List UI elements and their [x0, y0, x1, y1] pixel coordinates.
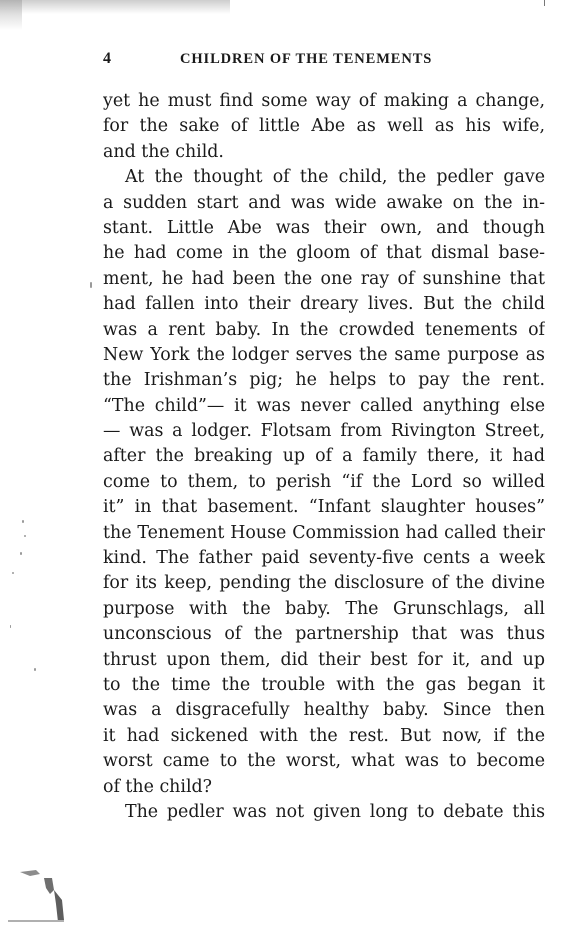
text-line: he had come in the gloom of that dismal base-	[103, 243, 545, 264]
text-line: and the child.	[103, 141, 224, 162]
text-line: was a disgracefully healthy baby. Since then	[103, 700, 545, 721]
text-line: the Irishman’s pig; he helps to pay the rent.	[103, 370, 545, 391]
text-line: after the breaking up of a family there, it had	[103, 446, 545, 467]
scan-speck	[22, 520, 24, 523]
scan-shadow-top	[0, 0, 230, 14]
text-line: come to them, to perish “if the Lord so willed	[103, 471, 545, 492]
text-line: thrust upon them, did their best for it, and up	[103, 649, 545, 670]
text-line: of the child?	[103, 776, 212, 797]
scan-speck	[34, 668, 36, 671]
text-line: it had sickened with the rest. But now, if the	[103, 725, 545, 746]
text-line: for the sake of little Abe as well as his wife,	[103, 116, 545, 137]
text-line: New York the lodger serves the same purpose as	[103, 344, 545, 365]
scan-speck	[12, 572, 14, 574]
text-line: it” in that basement. “Infant slaughter houses”	[103, 497, 545, 518]
scan-shadow-corner	[0, 0, 22, 30]
scan-speck	[20, 552, 22, 555]
page-number: 4	[103, 50, 111, 67]
text-line: for its keep, pending the disclosure of the divine	[103, 573, 545, 594]
text-line: unconscious of the partnership that was thus	[103, 624, 545, 645]
scan-speck	[10, 625, 11, 628]
text-line: to the time the trouble with the gas began it	[103, 674, 545, 695]
page-header	[103, 49, 545, 69]
running-head: CHILDREN OF THE TENEMENTS	[180, 51, 433, 67]
scan-edge-mark	[544, 0, 545, 6]
text-line: kind. The father paid seventy-five cents a week	[103, 548, 545, 569]
scan-speck	[90, 282, 92, 288]
text-line: worst came to the worst, what was to become	[103, 751, 545, 772]
text-line: had fallen into their dreary lives. But the child	[103, 294, 545, 315]
text-line: At the thought of the child, the pedler gave	[125, 167, 545, 188]
text-line: ment, he had been the one ray of sunshine that	[103, 268, 545, 289]
scan-artifact-bottom	[8, 860, 74, 925]
scan-speck	[24, 535, 26, 537]
text-line: the Tenement House Commission had called their	[103, 522, 545, 543]
text-line: purpose with the baby. The Grunschlags, all	[103, 598, 545, 619]
text-line: stant. Little Abe was their own, and though	[103, 217, 545, 238]
text-line: “The child”— it was never called anything else	[103, 395, 545, 416]
text-line: yet he must find some way of making a change,	[103, 91, 545, 111]
text-line: — was a lodger. Flotsam from Rivington Street,	[103, 421, 545, 442]
body-text	[103, 89, 545, 825]
text-line: The pedler was not given long to debate this	[125, 801, 545, 822]
text-line: a sudden start and was wide awake on the in-	[103, 192, 545, 213]
text-line: was a rent baby. In the crowded tenements of	[103, 319, 545, 340]
